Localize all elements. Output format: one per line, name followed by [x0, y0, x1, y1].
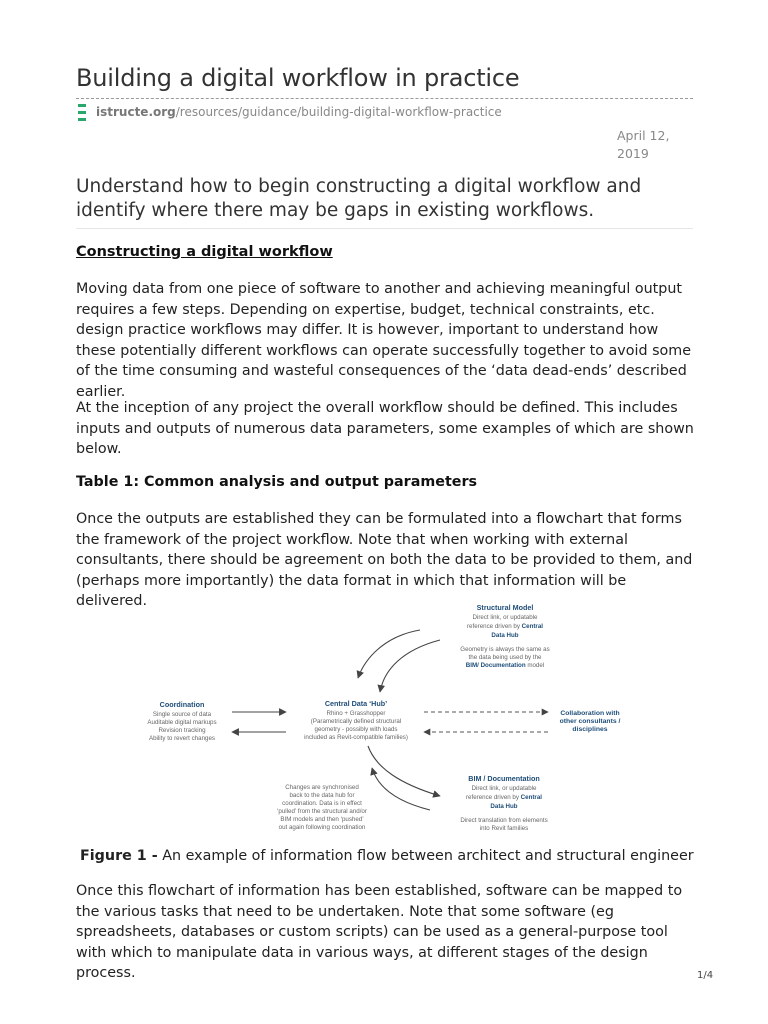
table-caption: Table 1: Common analysis and output parameters	[76, 474, 478, 490]
bim-line2: reference driven by	[465, 794, 521, 801]
page-number: 1/4	[697, 970, 714, 981]
hub-title: Central Data ‘Hub’	[324, 699, 388, 708]
figure-caption	[80, 848, 694, 864]
bim-block	[460, 774, 547, 832]
section-heading: Constructing a digital workflow	[76, 244, 333, 260]
hub-line-1: Rhino + Grasshopper	[326, 710, 386, 717]
source-icon	[78, 104, 86, 122]
workflow-diagram	[140, 598, 640, 838]
source-path: /resources/guidance/building-digital-workflow-practice	[175, 105, 502, 119]
coordination-block	[147, 700, 216, 742]
structural-model-title: Structural Model	[476, 603, 534, 612]
coordination-item-3: Revision tracking	[158, 727, 206, 734]
structural-model-note3-bold: BIM/ Documentation	[465, 662, 526, 669]
bim-line1: Direct link, or updatable	[471, 785, 537, 792]
body-paragraph-4: Once this flowchart of information has been established, software can be mapped to the various tasks that need to be undertaken. Note that some software (eg spreadsheets, databases or custom scripts) can be used as a general-purpose tool with which to manipulate data in various ways, at different stages of the design process.	[76, 883, 683, 982]
body-paragraph-2: At the inception of any project the overall workflow should be defined. This includes inputs and outputs of numerous data parameters, some examples of which are shown below.	[76, 400, 694, 458]
publish-date: April 12, 2019	[617, 128, 670, 161]
bim-note2: into Revit families	[479, 825, 529, 832]
bim-note1: Direct translation from elements	[460, 817, 548, 824]
bim-line2-bold: Central	[520, 794, 543, 801]
structural-model-note2: the data being used by the	[468, 654, 542, 661]
coordination-title: Coordination	[159, 700, 205, 709]
workflow-figure	[140, 598, 640, 838]
arrow-bim-to-hub	[372, 768, 430, 810]
sync-note-line-5: BIM models and then ‘pushed’	[280, 816, 364, 823]
svg-text:reference driven by Central	[466, 794, 542, 801]
sync-note-line-4: ‘pulled’ from the structural and/or	[277, 808, 367, 815]
figure-label: Figure 1 -	[80, 848, 158, 864]
hub-line-4: included as Revit-compatible families)	[304, 734, 408, 741]
arrow-structural-to-hub	[380, 640, 440, 692]
sync-note-line-2: back to the data hub for	[289, 792, 355, 799]
lead-divider	[76, 228, 693, 229]
body-paragraph-1: Moving data from one piece of software to another and achieving meaningful output requires a few steps. Depending on expertise, budget, technical constraints, etc. design practice workflows may differ. It is however, important to understand how these potentially different workflows can operate successfully together to avoid some of the time consuming and wasteful consequences of the ‘data dead-ends’ described earlier.	[76, 281, 692, 400]
collaboration-block	[560, 710, 621, 733]
arrow-hub-to-bim	[368, 746, 440, 796]
collaboration-line-1: Collaboration with	[560, 710, 620, 717]
structural-model-block	[460, 603, 549, 669]
coordination-item-2: Auditable digital markups	[147, 719, 217, 726]
coordination-item-4: Ability to revert changes	[148, 735, 216, 742]
structural-model-note3: model	[525, 662, 545, 669]
svg-text:BIM/ Documentation model	[466, 662, 544, 669]
structural-model-line3: Data Hub	[491, 632, 519, 639]
sync-note-line-6: out again following coordination	[278, 824, 366, 831]
sync-note-line-3: coordination. Data is in effect	[282, 800, 362, 807]
source-link[interactable]	[96, 105, 502, 119]
sync-note-block	[277, 784, 367, 831]
page-title: Building a digital workflow in practice	[76, 64, 520, 92]
bim-line3: Data Hub	[490, 803, 518, 810]
structural-model-line2-bold: Central	[521, 623, 544, 630]
structural-model-note1: Geometry is always the same as	[460, 646, 550, 653]
structural-model-line2: reference driven by	[466, 623, 522, 630]
svg-text:reference driven by Central	[467, 623, 543, 630]
hub-line-3: geometry - possibly with loads	[314, 726, 398, 733]
source-domain: istructe.org	[96, 105, 176, 119]
central-hub-block	[304, 699, 408, 741]
bim-title: BIM / Documentation	[468, 774, 540, 783]
title-divider	[76, 98, 693, 99]
lead-paragraph: Understand how to begin constructing a digital workflow and identify where there may be gaps in existing workflows.	[76, 176, 642, 221]
coordination-item-1: Single source of data	[152, 711, 212, 718]
sync-note-line-1: Changes are synchronised	[285, 784, 359, 791]
hub-line-2: (Parametrically defined structural	[310, 718, 402, 725]
figure-caption-text: An example of information flow between architect and structural engineer	[162, 848, 694, 864]
structural-model-line1: Direct link, or updatable	[472, 614, 538, 621]
body-paragraph-3: Once the outputs are established they can be formulated into a flowchart that forms the framework of the project workflow. Note that when working with external consultants, there should be agreement on both the data to be provided to them, and (perhaps more importantly) the data format in which that information will be delivered.	[76, 511, 693, 610]
collaboration-line-3: disciplines	[572, 726, 608, 733]
collaboration-line-2: other consultants /	[559, 718, 621, 725]
